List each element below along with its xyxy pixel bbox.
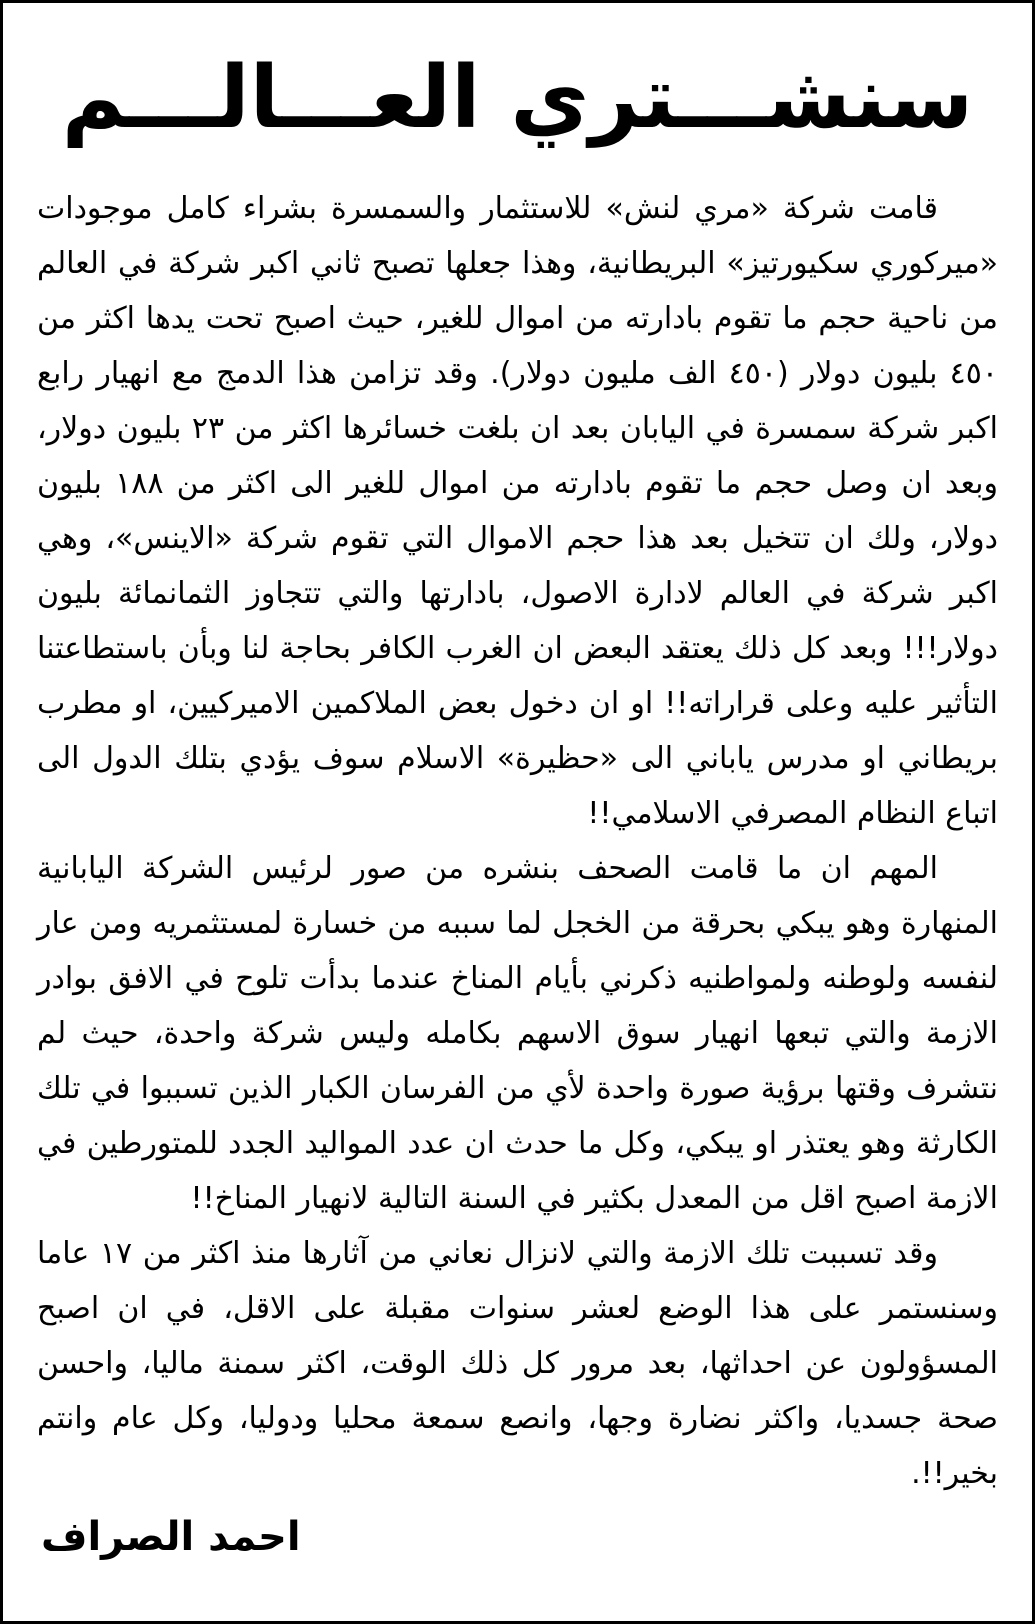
article-paragraph-2: المهم ان ما قامت الصحف بنشره من صور لرئيس الشركة اليابانية المنهارة وهو يبكي بحرقة من الخجل لما سببه من خسارة لمستثمريه ومن عار لنفسه ولوطنه ولمواطنيه ذكرني بأيام المناخ عندما بدأت تلوح في الافق بوادر الازمة والتي تبعها انهيار سوق الاسهم بكامله وليس شركة واحدة، حيث لم نتشرف وقتها برؤية صورة واحدة لأي من الفرسان الكبار الذين تسببوا في تلك الكارثة وهو يعتذر او يبكي، وكل ما حدث ان عدد المواليد الجدد للمتورطين في الازمة اصبح اقل من المعدل بكثير في السنة التالية لانهيار المناخ!!	[37, 851, 998, 1216]
article-paragraph-3: وقد تسببت تلك الازمة والتي لانزال نعاني من آثارها منذ اكثر من ١٧ عاما وسنستمر على هذا الوضع لعشر سنوات مقبلة على الاقل، في ان اصبح المسؤولون عن احداثها، بعد مرور كل ذلك الوقت، اكثر سمنة ماليا، واحسن صحة جسديا، واكثر نضارة وجها، وانصع سمعة محليا ودوليا، وكل عام وانتم بخير!!.	[37, 1236, 998, 1491]
article-paragraph-1: قامت شركة «مري لنش» للاستثمار والسمسرة بشراء كامل موجودات «ميركوري سكيورتيز» البريطانية، وهذا جعلها تصبح ثاني اكبر شركة في العالم من ناحية حجم ما تقوم بادارته من اموال للغير، حيث اصبح تحت يدها اكثر من ٤٥٠ بليون دولار (٤٥٠ الف مليون دولار). وقد تزامن هذا الدمج مع انهيار رابع اكبر شركة سمسرة في اليابان بعد ان بلغت خسائرها اكثر من ٢٣ بليون دولار، وبعد ان وصل حجم ما تقوم بادارته من اموال للغير الى اكثر من ١٨٨ بليون دولار، ولك ان تتخيل بعد هذا حجم الاموال التي تقوم شركة «الاينس»، وهي اكبر شركة في العالم لادارة الاصول، بادارتها والتي تتجاوز الثمانمائة بليون دولار!!! وبعد كل ذلك يعتقد البعض ان الغرب الكافر بحاجة لنا وبأن باستطاعتنا التأثير عليه وعلى قراراته!! او ان دخول بعض الملاكمين الاميركيين، او مطرب بريطاني او مدرس ياباني الى «حظيرة» الاسلام سوف يؤدي بتلك الدول الى اتباع النظام المصرفي الاسلامي!!	[37, 191, 998, 831]
article-title: سنشـــتري العـــالـــم	[61, 48, 974, 148]
article-body	[37, 181, 998, 1501]
author-signature: احمد الصراف	[41, 1514, 301, 1560]
